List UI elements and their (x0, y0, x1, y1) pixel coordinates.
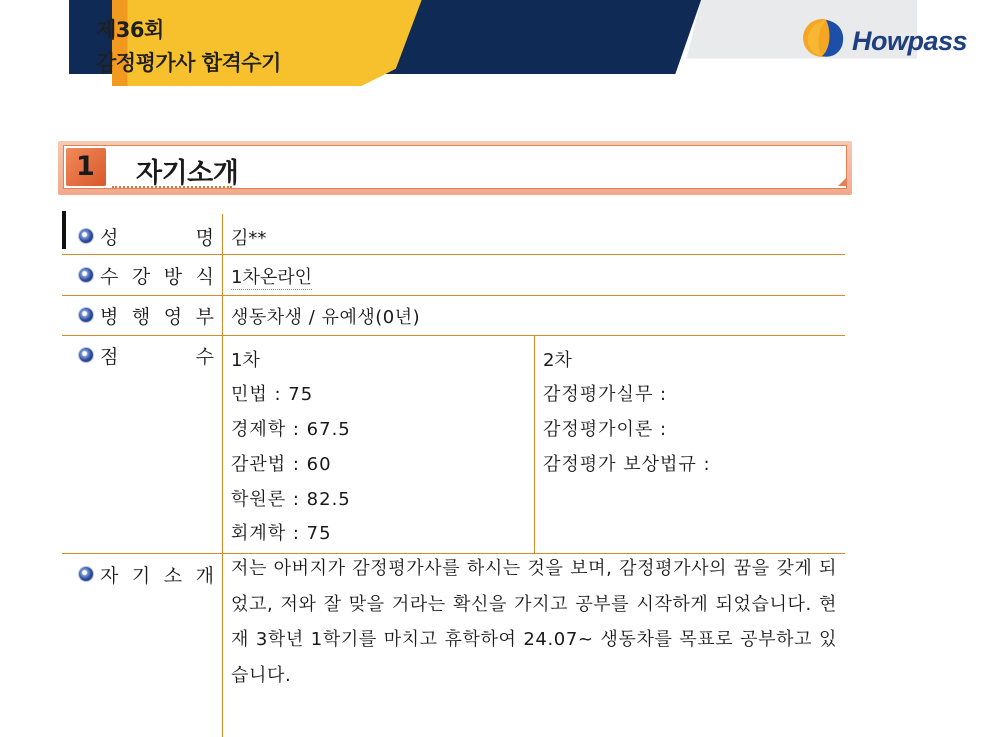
section-number: 1 (76, 151, 95, 182)
second-round-item: 감정평가이론 : (543, 419, 668, 440)
first-round-score: 회계학 : 75 (231, 523, 332, 544)
bullet-icon (79, 308, 93, 322)
first-round-heading: 1차 (231, 350, 260, 371)
slide-title-round: 제36회 (96, 18, 164, 42)
name-value: 김** (231, 228, 267, 249)
corner-mark (838, 178, 846, 186)
score-divider-vertical (534, 335, 535, 553)
study-method-label (100, 262, 214, 289)
intro-text: 저는 아버지가 감정평가사를 하시는 것을 보며, 감정평가사의 꿈을 갖게 되었고, 저와 잘 맞을 거라는 확신을 가지고 공부를 시작하게 되었습니다. 현재 3학년 1학기를 마치고 휴학하여 24.07~ 생동차를 목표로 공부하고 있습니다. (231, 558, 837, 686)
bullet-icon (79, 567, 93, 581)
row-divider (62, 254, 845, 255)
slide-title: 감정평가사 합격수기 (96, 51, 281, 75)
second-round-heading: 2차 (543, 350, 572, 371)
label-text: 수 강 방 식 (100, 266, 214, 288)
first-round-score: 민법 : 75 (231, 384, 314, 405)
label-text: 점 수 (100, 346, 214, 368)
section-title-underline (112, 183, 232, 188)
bullet-icon (79, 268, 93, 282)
label-text: 병 행 영 부 (100, 306, 214, 328)
second-round-item: 감정평가 보상법규 : (543, 454, 711, 475)
table-start-mark (62, 211, 66, 249)
scores-label (100, 342, 214, 369)
first-round-score: 감관법 : 60 (231, 454, 332, 475)
study-method-value: 1차온라인 (231, 263, 312, 290)
intro-label (100, 561, 214, 588)
second-round-item: 감정평가실무 : (543, 384, 668, 405)
concurrent-value: 생동차생 / 유예생(0년) (231, 307, 421, 328)
row-divider (62, 335, 845, 336)
howpass-logo-icon (800, 16, 848, 60)
concurrent-label (100, 302, 214, 329)
table-divider-vertical (222, 214, 223, 737)
bullet-icon (79, 229, 93, 243)
bullet-icon (79, 348, 93, 362)
section-title: 자기소개 (136, 158, 239, 189)
label-text: 자 기 소 개 (100, 565, 214, 587)
howpass-logo-text: Howpass (852, 26, 968, 56)
name-label (100, 223, 214, 250)
first-round-score: 학원론 : 82.5 (231, 489, 351, 510)
row-divider (62, 295, 845, 296)
first-round-score: 경제학 : 67.5 (231, 419, 351, 440)
label-text: 성 명 (100, 227, 214, 249)
